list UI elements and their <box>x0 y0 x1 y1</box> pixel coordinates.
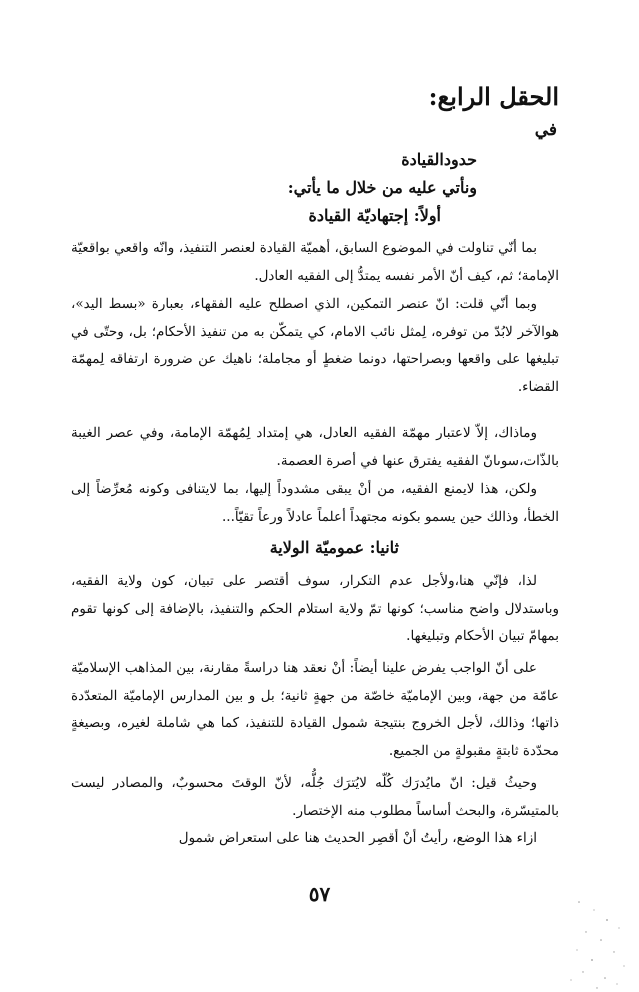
chapter-heading-fi: في <box>534 120 557 140</box>
paragraph-2: وبما أنّي قلت: انّ عنصر التمكين، الذي اصطلح عليه الفقهاء، بعبارة «بسط اليد»، هوالآخر لابُدّ من توفره، لِمثل نائب الامام، كي يتمكّن به من تنفيذ الأحكام؛ بل، وحتّى في تبليغها على واقعها وبصراحتها، دونما ضغطٍ أو مجاملة؛ ناهيك عن ضرورة ارتفاقه لِمهمّة القضاء. <box>71 296 559 395</box>
paragraph-4: ولكن، هذا لايمنع الفقيه، من أنْ يبقى مشدوداً إليها، بما لايتنافى وكونه مُعرِّضاً إلى الخطأ، وذالك حين يسمو بكونه مجتهداً أعلماً عادلاً ورعاً تقيّاً... <box>71 481 559 525</box>
section-title-second: ثانيا: عموميّة الولاية <box>269 538 399 557</box>
paragraph-3: وماذاك، إلاّ لاعتبار مهمّة الفقيه العادل، هي إمتداد لِمُهمّة الإمامة، وفي عصر الغيبة بالذّات،سوىانّ الفقيه يفترق عنها في أصرة العصمة. <box>71 425 559 469</box>
page-number: ٥٧ <box>308 882 331 906</box>
paragraph-8: ازاء هذا الوضع، رأيتُ أنْ أقصِر الحديث هنا على استعراض شمول <box>178 830 537 846</box>
chapter-intro: ونأتي عليه من خلال ما يأتي: <box>287 178 477 197</box>
paragraph-6: على أنّ الواجب يفرض علينا أيضاً: أنْ نعقد هنا دراسةً مقارنة، بين المذاهب الإسلاميّة عامّة من جهة، وبين الإماميّة خاصّة من جهةٍ ثانية؛ بل و بين المدارس الإماميّة المتعدّدة ذاتها؛ وذالك، لأجل الخروج بنتيجة شمول القيادة للتنفيذ، كما هي شاملة لغيره، وبصيغةٍ محدّدة ثابتةٍ مقبولةٍ من الجميع. <box>71 660 559 759</box>
chapter-heading: الحقل الرابع: <box>428 82 559 111</box>
section-title-first: أولاً: إجتهاديّة القيادة <box>308 206 441 225</box>
chapter-subject: حدودالقيادة <box>401 150 477 169</box>
paragraph-5: لذا، فإنّي هنا،ولأجل عدم التكرار، سوف أقتصر على تبيان، كون ولاية الفقيه، وباستدلال واضح مناسب؛ كونها تمّ ولاية استلام الحكم والتنفيذ، بالإضافة إلى كونها تقوم بمهامّ تبيان الأحكام وتبليغها. <box>71 573 559 645</box>
paragraph-7: وحيثُ قيل: انّ مايُدرَك كُلّه لايُترَك جُلُّه، لأنّ الوقتَ محسوبٌ، والمصادر ليست بالمتيسّرة، والبحث أساساً مطلوب منه الإختصار. <box>71 775 559 819</box>
scan-noise-decoration <box>559 880 639 992</box>
paragraph-1: بما أنّي تناولت في الموضوع السابق، أهميّة القيادة لعنصر التنفيذ، وانّه واقعي بواقعيّة الإمامة؛ ثم، كيف أنّ الأمر نفسه يمتدُّ إلى الفقيه العادل. <box>71 240 559 284</box>
